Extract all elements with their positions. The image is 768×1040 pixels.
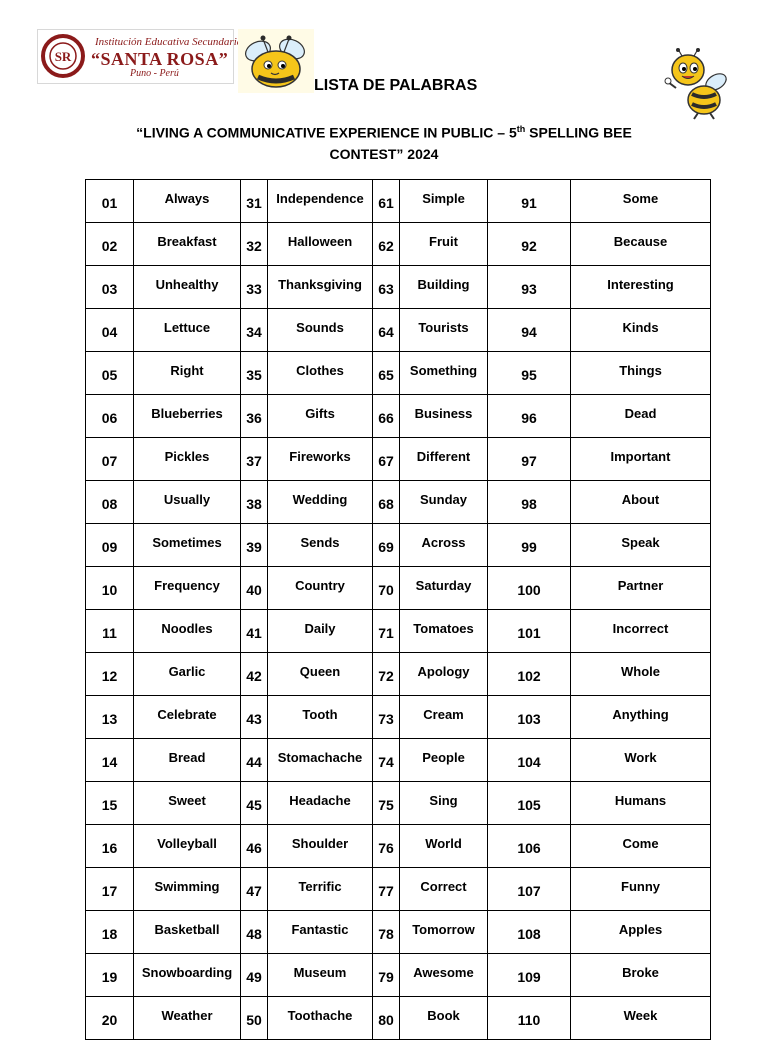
word-number: 32 (241, 223, 268, 266)
word-cell: Unhealthy (134, 266, 241, 309)
word-number: 77 (373, 868, 400, 911)
word-number: 61 (373, 180, 400, 223)
word-cell: Stomachache (268, 739, 373, 782)
table-row (86, 868, 711, 911)
word-cell: Halloween (268, 223, 373, 266)
table-row (86, 610, 711, 653)
word-number: 68 (373, 481, 400, 524)
word-number: 91 (488, 180, 571, 223)
word-cell: Different (400, 438, 488, 481)
word-cell: Fantastic (268, 911, 373, 954)
logo-school-name: “SANTA ROSA” (91, 49, 229, 69)
word-number: 93 (488, 266, 571, 309)
word-cell: Noodles (134, 610, 241, 653)
subtitle-superscript: th (516, 124, 526, 134)
word-number: 11 (86, 610, 134, 653)
word-number: 19 (86, 954, 134, 997)
word-cell: Breakfast (134, 223, 241, 266)
word-cell: Apples (571, 911, 711, 954)
word-cell: About (571, 481, 711, 524)
word-cell: Saturday (400, 567, 488, 610)
word-cell: Tooth (268, 696, 373, 739)
word-cell: Blueberries (134, 395, 241, 438)
word-number: 106 (488, 825, 571, 868)
word-cell: Simple (400, 180, 488, 223)
word-cell: Right (134, 352, 241, 395)
table-row (86, 180, 711, 223)
word-cell: People (400, 739, 488, 782)
word-cell: Tourists (400, 309, 488, 352)
word-number: 39 (241, 524, 268, 567)
word-number: 45 (241, 782, 268, 825)
word-number: 71 (373, 610, 400, 653)
logo-institution-text: Institución Educativa Secundaria (95, 36, 243, 48)
word-number: 34 (241, 309, 268, 352)
word-number: 17 (86, 868, 134, 911)
table-row (86, 309, 711, 352)
word-number: 31 (241, 180, 268, 223)
word-cell: Partner (571, 567, 711, 610)
table-row (86, 696, 711, 739)
word-cell: Garlic (134, 653, 241, 696)
word-cell: Daily (268, 610, 373, 653)
table-row (86, 223, 711, 266)
subtitle-part-1: “LIVING A COMMUNICATIVE EXPERIENCE IN PUBLIC – 5 (136, 124, 517, 141)
word-number: 33 (241, 266, 268, 309)
word-list-table (85, 179, 711, 1040)
table-row (86, 524, 711, 567)
word-cell: Broke (571, 954, 711, 997)
word-cell: Museum (268, 954, 373, 997)
table-row (86, 997, 711, 1040)
word-cell: Cream (400, 696, 488, 739)
word-number: 75 (373, 782, 400, 825)
word-number: 13 (86, 696, 134, 739)
word-cell: Tomorrow (400, 911, 488, 954)
word-number: 105 (488, 782, 571, 825)
school-logo (37, 29, 243, 84)
word-cell: Celebrate (134, 696, 241, 739)
school-emblem-icon (41, 33, 85, 79)
word-cell: Funny (571, 868, 711, 911)
word-cell: Terrific (268, 868, 373, 911)
word-cell: Weather (134, 997, 241, 1040)
word-cell: Sometimes (134, 524, 241, 567)
word-cell: Clothes (268, 352, 373, 395)
word-cell: Correct (400, 868, 488, 911)
subtitle-part-2: SPELLING BEE CONTEST” 2024 (329, 124, 632, 162)
word-number: 01 (86, 180, 134, 223)
word-number: 98 (488, 481, 571, 524)
word-cell: Frequency (134, 567, 241, 610)
word-cell: Awesome (400, 954, 488, 997)
word-number: 15 (86, 782, 134, 825)
word-number: 103 (488, 696, 571, 739)
table-row (86, 782, 711, 825)
word-cell: Apology (400, 653, 488, 696)
word-number: 95 (488, 352, 571, 395)
word-cell: Bread (134, 739, 241, 782)
word-cell: Snowboarding (134, 954, 241, 997)
word-number: 102 (488, 653, 571, 696)
word-cell: Book (400, 997, 488, 1040)
word-cell: Across (400, 524, 488, 567)
word-number: 40 (241, 567, 268, 610)
word-number: 08 (86, 481, 134, 524)
word-cell: Kinds (571, 309, 711, 352)
word-number: 79 (373, 954, 400, 997)
word-number: 72 (373, 653, 400, 696)
word-number: 07 (86, 438, 134, 481)
bee-waving-icon (664, 48, 732, 120)
word-number: 100 (488, 567, 571, 610)
table-row (86, 395, 711, 438)
word-number: 96 (488, 395, 571, 438)
word-cell: Lettuce (134, 309, 241, 352)
word-cell: Swimming (134, 868, 241, 911)
word-cell: Important (571, 438, 711, 481)
word-cell: Basketball (134, 911, 241, 954)
word-number: 67 (373, 438, 400, 481)
word-number: 42 (241, 653, 268, 696)
word-number: 74 (373, 739, 400, 782)
word-number: 35 (241, 352, 268, 395)
word-cell: Fruit (400, 223, 488, 266)
word-cell: Because (571, 223, 711, 266)
table-row (86, 481, 711, 524)
word-cell: Week (571, 997, 711, 1040)
word-number: 76 (373, 825, 400, 868)
word-number: 109 (488, 954, 571, 997)
word-number: 46 (241, 825, 268, 868)
word-number: 47 (241, 868, 268, 911)
word-cell: Pickles (134, 438, 241, 481)
table-row (86, 438, 711, 481)
word-cell: Building (400, 266, 488, 309)
word-cell: Things (571, 352, 711, 395)
bee-icon (238, 29, 314, 93)
word-cell: Gifts (268, 395, 373, 438)
logo-place-text: Puno - Perú (130, 68, 179, 79)
table-row (86, 266, 711, 309)
word-number: 94 (488, 309, 571, 352)
word-number: 14 (86, 739, 134, 782)
word-number: 92 (488, 223, 571, 266)
table-row (86, 911, 711, 954)
word-number: 44 (241, 739, 268, 782)
word-cell: Interesting (571, 266, 711, 309)
word-number: 10 (86, 567, 134, 610)
word-cell: Some (571, 180, 711, 223)
table-row (86, 352, 711, 395)
word-cell: Tomatoes (400, 610, 488, 653)
word-cell: Sing (400, 782, 488, 825)
word-number: 99 (488, 524, 571, 567)
word-number: 97 (488, 438, 571, 481)
word-number: 18 (86, 911, 134, 954)
word-number: 49 (241, 954, 268, 997)
logo-monogram: SR (54, 49, 72, 64)
contest-subtitle (100, 119, 668, 165)
word-number: 70 (373, 567, 400, 610)
word-number: 09 (86, 524, 134, 567)
word-number: 37 (241, 438, 268, 481)
word-number: 05 (86, 352, 134, 395)
word-number: 38 (241, 481, 268, 524)
word-cell: Thanksgiving (268, 266, 373, 309)
table-row (86, 825, 711, 868)
word-cell: Work (571, 739, 711, 782)
word-cell: World (400, 825, 488, 868)
word-number: 50 (241, 997, 268, 1040)
word-cell: Incorrect (571, 610, 711, 653)
word-cell: Independence (268, 180, 373, 223)
word-number: 65 (373, 352, 400, 395)
word-cell: Something (400, 352, 488, 395)
page-title: LISTA DE PALABRAS (314, 77, 478, 94)
word-cell: Come (571, 825, 711, 868)
word-number: 64 (373, 309, 400, 352)
word-number: 41 (241, 610, 268, 653)
word-cell: Dead (571, 395, 711, 438)
word-number: 69 (373, 524, 400, 567)
word-number: 48 (241, 911, 268, 954)
word-cell: Country (268, 567, 373, 610)
word-number: 78 (373, 911, 400, 954)
word-number: 101 (488, 610, 571, 653)
word-number: 12 (86, 653, 134, 696)
table-row (86, 567, 711, 610)
word-cell: Usually (134, 481, 241, 524)
word-cell: Fireworks (268, 438, 373, 481)
word-number: 104 (488, 739, 571, 782)
word-list-body (86, 180, 711, 1040)
table-row (86, 954, 711, 997)
word-number: 80 (373, 997, 400, 1040)
word-cell: Sends (268, 524, 373, 567)
word-number: 20 (86, 997, 134, 1040)
word-cell: Headache (268, 782, 373, 825)
word-cell: Wedding (268, 481, 373, 524)
word-cell: Business (400, 395, 488, 438)
word-number: 66 (373, 395, 400, 438)
word-cell: Sweet (134, 782, 241, 825)
word-number: 16 (86, 825, 134, 868)
word-number: 36 (241, 395, 268, 438)
word-cell: Shoulder (268, 825, 373, 868)
word-number: 06 (86, 395, 134, 438)
word-number: 110 (488, 997, 571, 1040)
word-number: 108 (488, 911, 571, 954)
word-cell: Speak (571, 524, 711, 567)
word-cell: Queen (268, 653, 373, 696)
word-number: 04 (86, 309, 134, 352)
word-cell: Sunday (400, 481, 488, 524)
word-number: 03 (86, 266, 134, 309)
word-number: 02 (86, 223, 134, 266)
word-cell: Sounds (268, 309, 373, 352)
word-number: 63 (373, 266, 400, 309)
word-cell: Humans (571, 782, 711, 825)
word-number: 107 (488, 868, 571, 911)
word-cell: Anything (571, 696, 711, 739)
word-number: 43 (241, 696, 268, 739)
table-row (86, 739, 711, 782)
word-cell: Always (134, 180, 241, 223)
word-cell: Toothache (268, 997, 373, 1040)
word-number: 73 (373, 696, 400, 739)
word-cell: Volleyball (134, 825, 241, 868)
word-number: 62 (373, 223, 400, 266)
table-row (86, 653, 711, 696)
word-cell: Whole (571, 653, 711, 696)
